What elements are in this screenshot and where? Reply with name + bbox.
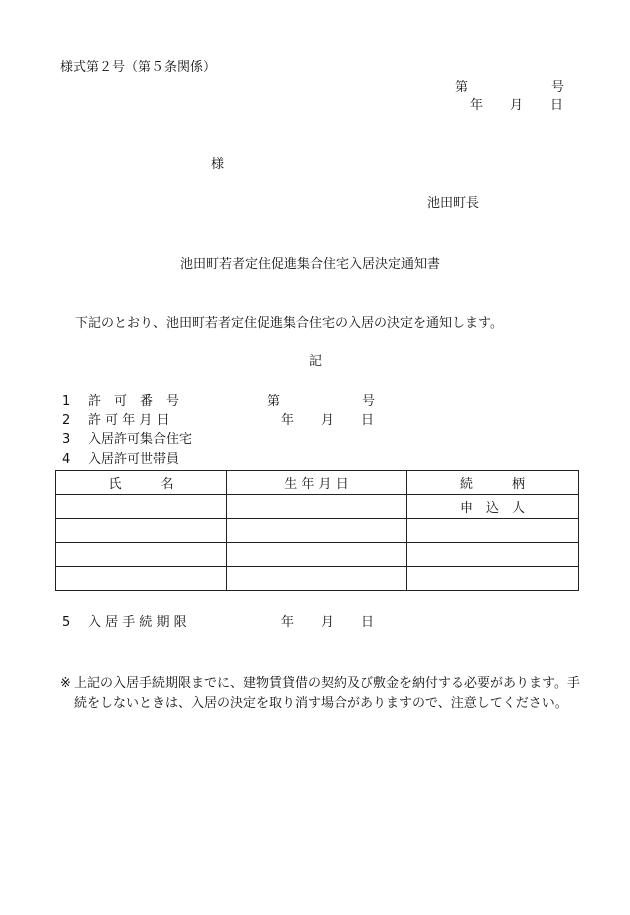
note-text: 上記の入居手続期限までに、建物賃貸借の契約及び敷金を納付する必要があります。手続をしないときは、入居の決定を取り消す場合がありますので、注意してください。 <box>74 676 580 711</box>
item-3-label: 入居許可集合住宅 <box>88 432 193 447</box>
header-name: 氏 名 <box>56 471 227 495</box>
item-4-label: 入居許可世帯員 <box>88 452 180 467</box>
issuer: 池田町長 <box>427 196 480 211</box>
note-mark: ※ <box>60 676 71 691</box>
item-5-day: 日 <box>361 615 375 630</box>
cell-name[interactable] <box>56 519 227 543</box>
table-header-row <box>56 471 579 495</box>
item-1-number: 1 <box>62 394 71 409</box>
ki-label: 記 <box>309 354 323 369</box>
header-birthdate: 生 年 月 日 <box>227 471 407 495</box>
table-row <box>56 543 579 567</box>
doc-number-suffix: 号 <box>551 80 565 95</box>
cell-birthdate[interactable] <box>227 495 407 519</box>
header-relation: 続 柄 <box>407 471 579 495</box>
document-title: 池田町若者定住促進集合住宅入居決定通知書 <box>180 257 441 272</box>
doc-date-month: 月 <box>510 98 524 113</box>
cell-birthdate[interactable] <box>227 519 407 543</box>
doc-date-year: 年 <box>470 98 484 113</box>
item-5-month: 月 <box>321 615 335 630</box>
item-2-day: 日 <box>361 413 375 428</box>
doc-date-day: 日 <box>550 98 564 113</box>
item-1-prefix: 第 <box>267 394 281 409</box>
note-block <box>60 674 580 714</box>
table-row <box>56 567 579 591</box>
item-3-number: 3 <box>62 432 71 447</box>
cell-relation[interactable] <box>407 567 579 591</box>
item-5-number: 5 <box>62 615 71 630</box>
item-2-label: 許 可 年 月 日 <box>88 413 170 428</box>
cell-relation: 申 込 人 <box>407 495 579 519</box>
household-table <box>55 470 579 591</box>
addressee-suffix: 様 <box>211 157 225 172</box>
cell-relation[interactable] <box>407 519 579 543</box>
doc-number-prefix: 第 <box>455 80 469 95</box>
item-2-month: 月 <box>321 413 335 428</box>
item-1-label: 許 可 番 号 <box>88 394 180 409</box>
intro-text: 下記のとおり、池田町若者定住促進集合住宅の入居の決定を通知します。 <box>75 316 503 331</box>
item-2-year: 年 <box>281 413 295 428</box>
cell-birthdate[interactable] <box>227 543 407 567</box>
item-5-label: 入 居 手 続 期 限 <box>88 615 187 630</box>
cell-name[interactable] <box>56 543 227 567</box>
cell-name[interactable] <box>56 567 227 591</box>
cell-name[interactable] <box>56 495 227 519</box>
cell-relation[interactable] <box>407 543 579 567</box>
table-row <box>56 495 579 519</box>
form-code: 様式第２号（第５条関係） <box>60 60 217 75</box>
table-row <box>56 519 579 543</box>
item-2-number: 2 <box>62 413 71 428</box>
cell-birthdate[interactable] <box>227 567 407 591</box>
item-4-number: 4 <box>62 452 71 467</box>
item-1-suffix: 号 <box>362 394 376 409</box>
item-5-year: 年 <box>281 615 295 630</box>
